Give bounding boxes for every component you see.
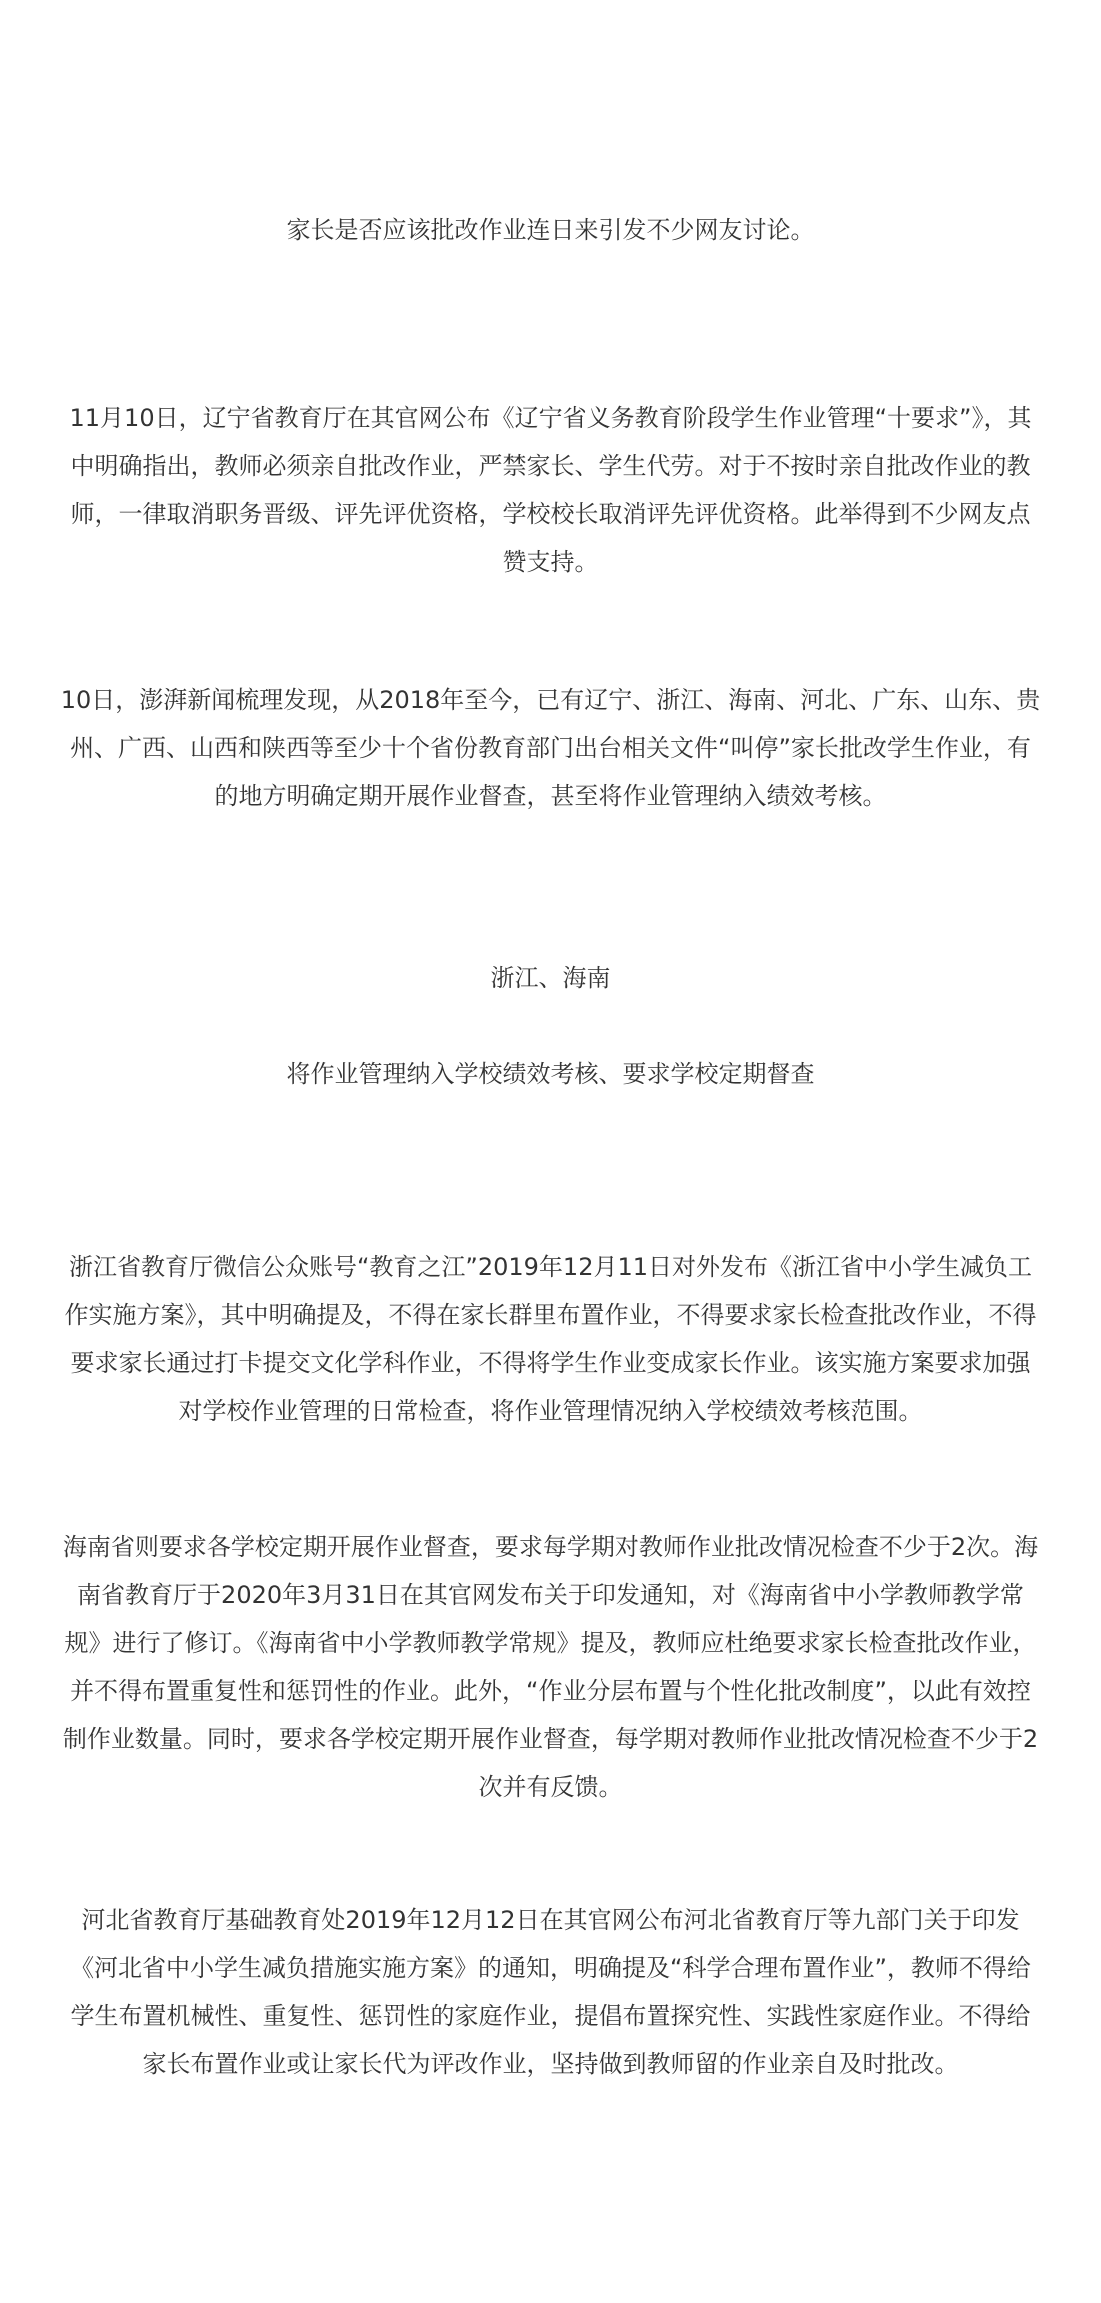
paragraph-zhejiang: 浙江省教育厅微信公众账号“教育之江”2019年12月11日对外发布《浙江省中小学生减负工作实施方案》，其中明确提及，不得在家长群里布置作业，不得要求家长检查批改作业，不得要求家长通过打卡提交文化学科作业，不得将学生作业变成家长作业。该实施方案要求加强对学校作业管理的日常检查，将作业管理情况纳入学校绩效考核范围。 <box>64 1253 1037 1425</box>
section-title: 浙江、海南 <box>490 964 611 992</box>
paragraph-overview: 10日，澎湃新闻梳理发现，从2018年至今，已有辽宁、浙江、海南、河北、广东、山东、贵州、广西、山西和陕西等至少十个省份教育部门出台相关文件“叫停”家长批改学生作业，有的地方明确定期开展作业督查，甚至将作业管理纳入绩效考核。 <box>60 686 1041 810</box>
paragraph-hainan: 海南省则要求各学校定期开展作业督查，要求每学期对教师作业批改情况检查不少于2次。海南省教育厅于2020年3月31日在其官网发布关于印发通知，对《海南省中小学教师教学常规》进行了修订。《海南省中小学教师教学常规》提及，教师应杜绝要求家长检查批改作业，并不得布置重复性和惩罚性的作业。此外，“作业分层布置与个性化批改制度”，以此有效控制作业数量。同时，要求各学校定期开展作业督查，每学期对教师作业批改情况检查不少于2次并有反馈。 <box>62 1533 1039 1801</box>
intro-paragraph: 家长是否应该批改作业连日来引发不少网友讨论。 <box>286 216 815 244</box>
paragraph-hebei: 河北省教育厅基础教育处2019年12月12日在其官网公布河北省教育厅等九部门关于印发《河北省中小学生减负措施实施方案》的通知，明确提及“科学合理布置作业”，教师不得给学生布置机械性、重复性、惩罚性的家庭作业，提倡布置探究性、实践性家庭作业。不得给家长布置作业或让家长代为评改作业，坚持做到教师留的作业亲自及时批改。 <box>70 1906 1031 2078</box>
section-subtitle: 将作业管理纳入学校绩效考核、要求学校定期督查 <box>286 1060 815 1088</box>
paragraph-liaoning: 11月10日，辽宁省教育厅在其官网公布《辽宁省义务教育阶段学生作业管理“十要求”》，其中明确指出，教师必须亲自批改作业，严禁家长、学生代劳。对于不按时亲自批改作业的教师，一律取消职务晋级、评先评优资格，学校校长取消评先评优资格。此举得到不少网友点赞支持。 <box>69 404 1032 576</box>
